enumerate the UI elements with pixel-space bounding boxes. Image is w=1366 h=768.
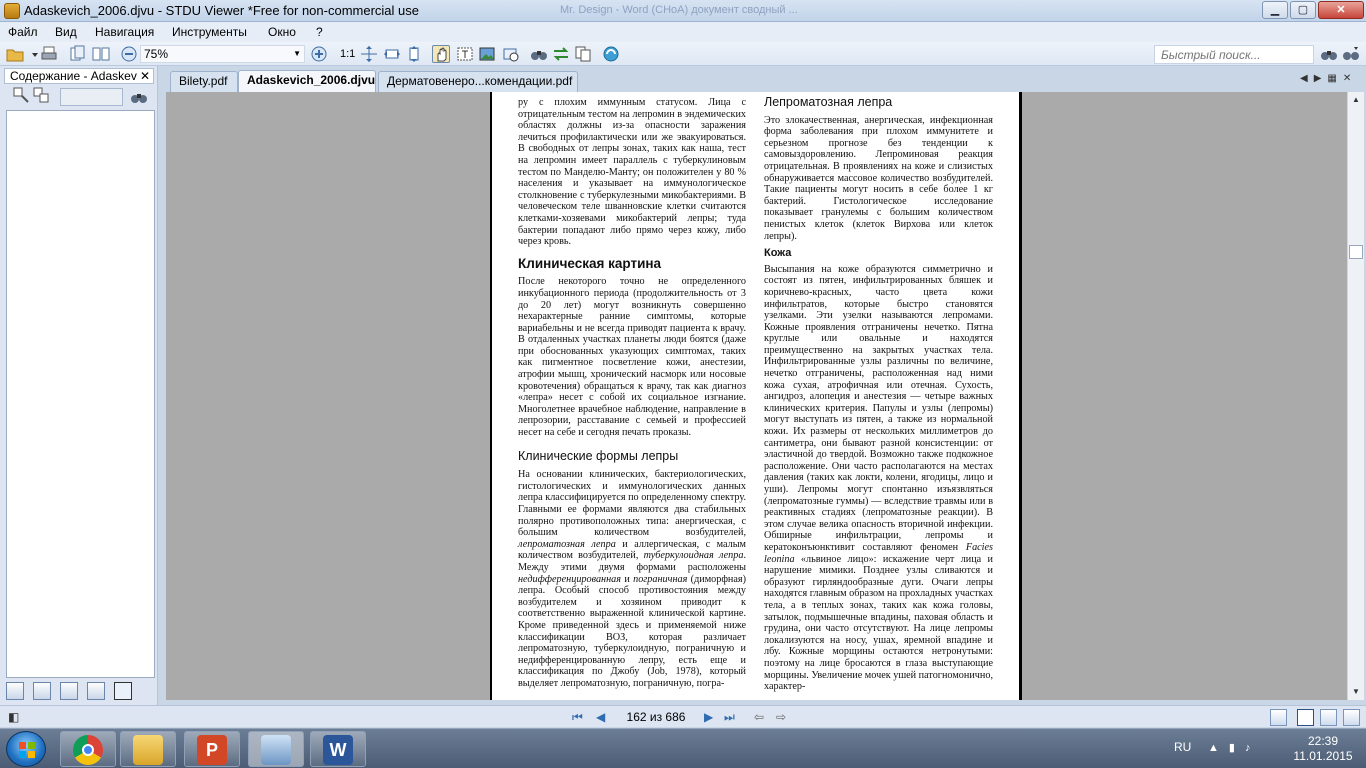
fit-height-icon[interactable] [405, 45, 423, 63]
last-page-icon[interactable]: ⏭ [724, 710, 735, 724]
tab-list-icon[interactable]: ▦ [1327, 73, 1343, 84]
scroll-up-icon[interactable]: ▲ [1352, 95, 1360, 104]
hand-tool-icon[interactable] [432, 45, 450, 63]
clock-time: 22:39 [1307, 734, 1339, 748]
system-tray [1170, 729, 1366, 768]
taskbar-chrome[interactable] [60, 731, 116, 767]
folder-icon [133, 735, 163, 765]
contents-search-icon[interactable] [130, 88, 148, 106]
page-view-icon[interactable] [68, 45, 86, 63]
zoom-out-icon[interactable] [120, 45, 138, 63]
find-icon[interactable] [530, 45, 548, 63]
close-button[interactable]: ✕ [1318, 1, 1364, 19]
toolbar [0, 42, 1366, 66]
window-title: Adaskevich_2006.djvu - STDU Viewer *Free for non-commercial use [24, 3, 419, 18]
menu-help[interactable]: ? [316, 25, 323, 39]
document-viewer[interactable] [166, 92, 1347, 700]
stdu-viewer-icon [261, 735, 291, 765]
annotations-panel-icon[interactable] [114, 682, 132, 700]
windows-logo-icon [19, 742, 35, 758]
collapse-tree-icon[interactable] [32, 86, 50, 104]
word-icon: W [323, 735, 353, 765]
chevron-down-icon: ▼ [293, 49, 301, 58]
contents-panel-icon[interactable] [60, 682, 78, 700]
section-heading: Клиническая картина [518, 255, 662, 271]
expand-tree-icon[interactable] [12, 86, 30, 104]
menu-navigation[interactable]: Навигация [95, 25, 155, 39]
search-options-icon[interactable] [1342, 45, 1360, 63]
search-binoculars-icon[interactable] [1320, 45, 1338, 63]
paragraph: ру с плохим иммунным статусом. Лица с отрицательным тестом на лепромин в эндемических областях должны из-за опасности заражения лечиться профилактически или же эвакуироваться. В свободных от лепры зонах, таких как наша, тест на лепромин имеет параллель с туберкулиновым тестом по Манделю-Манту; он положителен у 80 % населения и указывает на иммунологическое столкновение с туберкулезными микобактериями. В человеческом теле шванновские клетки считаются клетками-хозяевами микобактерий лепры; туда бактерии попадают либо прямо через кожу, либо через кровь. [518, 97, 746, 248]
maximize-button[interactable]: ▢ [1290, 1, 1316, 19]
back-icon[interactable]: ⇦ [754, 710, 765, 724]
prev-page-icon[interactable]: ◀ [596, 710, 606, 724]
thumbnails-panel-icon[interactable] [6, 682, 24, 700]
paragraph: После некоторого точно не определенного инкубационного периода (продолжительность от 3 до 20 лет) могут возникнуть совершенно нехарактерные ранние симптомы, которые вариабельны и не всегда приводят пациента к врачу. В отдаленных участках планеты люди боятся (даже при обоснованных указующих симптомах, таких как пигментное посветление кожи, анестезии, атрофии мышц, хронический насморк или носовые кровотечения) обращаться к врачу, так как диагноз «лепра» несет с собой их социальное изгнание. Многолетнее врачебное наблюдение, направление в лепрозории, расставание с семьей и профессией несет на себе и сегодня печать проказы. [518, 276, 746, 439]
volume-icon[interactable]: ♪ [1244, 742, 1261, 754]
title-bar [0, 0, 1366, 22]
panel-toggle-icon[interactable]: ◧ [8, 710, 20, 724]
search-panel-icon[interactable] [33, 682, 51, 700]
menu-file[interactable]: Файл [8, 25, 38, 39]
document-page [490, 92, 1022, 700]
app-icon[interactable] [4, 3, 20, 19]
background-window-title: Mr. Design - Word (CHoA) документ сводный ... [560, 4, 798, 16]
sidebar [0, 66, 158, 706]
tab-next-icon[interactable]: ▶ [1313, 73, 1328, 84]
scrollbar-thumb[interactable] [1349, 245, 1363, 259]
quick-search-input[interactable] [1154, 45, 1314, 64]
menu-view[interactable]: Вид [55, 25, 77, 39]
tab-navigation [1300, 73, 1357, 84]
menu-window[interactable]: Окно [268, 25, 296, 39]
single-page-view-icon[interactable] [1297, 709, 1314, 726]
open-dropdown-icon[interactable] [26, 45, 36, 63]
document-tabs [166, 68, 1366, 92]
paragraph: Это злокачественная, анергическая, инфекционная форма заболевания при плохом иммунитете и серьезном прогнозе без тенденции к самовыздоровлению. Лепроминовая реакция отрицательная. В проявлениях на коже и слизистых обнаруживается массовое количество возбудителей. Такие пациенты могут носить в себе более 1 кг бактерий. Гистологическое исследование показывает гранулемы с большим количеством пенистых клеток (клеток Вирхова или клеток лепры). [764, 114, 993, 242]
forward-icon[interactable]: ⇨ [776, 710, 787, 724]
bookmarks-panel-icon[interactable] [87, 682, 105, 700]
continuous-view-icon[interactable] [1320, 709, 1337, 726]
taskbar [0, 728, 1366, 768]
tab-prev-icon[interactable]: ◀ [1300, 73, 1314, 84]
print-icon[interactable] [40, 45, 58, 63]
zoom-value: 75% [144, 47, 169, 61]
tray-icons [1208, 741, 1260, 754]
sidebar-tab-contents[interactable] [4, 68, 154, 84]
paragraph: На основании клинических, бактериологических, гистологических и иммунологических данных лепра классифицируется по определенному спектру. Главными ее формами являются два стабильных полярно противоположных типа: анергическая, с большим количеством возбудителей, лепроматозная лепра и аллергическая, с малым количеством возбудителей, туберкулоидная лепра. Между этими двумя формами расположены недифференцированная и пограничная (диморфная) лепра. Особый способ противостояния между возбудителем и хозяином приводит к соответственно выраженной клинической картине. Кроме приведенной здесь и применяемой ниже классификации ВОЗ, которая различает лепроматозную, туберкулоидную, пограничную и недифференцированную лепру, есть еще и классификация по Джобу (Job, 1978), который выделяет лепроматозную, пограничную, погра- [518, 469, 746, 689]
chrome-icon [73, 735, 103, 765]
copy-icon[interactable] [574, 45, 592, 63]
two-page-icon[interactable] [92, 45, 110, 63]
fit-width-icon[interactable] [383, 45, 401, 63]
taskbar-powerpoint[interactable] [184, 731, 240, 767]
tab-bilety[interactable]: Bilety.pdf [170, 71, 238, 92]
subsection-heading: Кожа [764, 247, 792, 260]
next-page-icon[interactable]: ▶ [704, 710, 714, 724]
status-bar [0, 705, 1366, 727]
page-number-field[interactable]: 162 из 686 [614, 709, 698, 727]
swap-icon[interactable] [552, 45, 570, 63]
section-heading: Клинические формы лепры [518, 448, 679, 463]
clock[interactable] [1288, 734, 1358, 764]
menu-tools[interactable]: Инструменты [172, 25, 247, 39]
tab-close-icon[interactable]: ✕ [1342, 73, 1358, 84]
zoom-select[interactable] [140, 45, 305, 63]
taskbar-word[interactable] [310, 731, 366, 767]
taskbar-explorer[interactable] [120, 731, 176, 767]
actual-size-button[interactable]: 1:1 [340, 48, 356, 60]
start-button[interactable] [6, 731, 46, 767]
page-left-column [518, 97, 746, 690]
open-folder-icon[interactable] [6, 45, 24, 63]
contents-tree[interactable] [6, 110, 155, 678]
minimize-button[interactable]: ▁ [1262, 1, 1288, 19]
refresh-icon[interactable] [602, 45, 620, 63]
sidebar-panel-switcher [6, 682, 154, 704]
facing-view-icon[interactable] [1343, 709, 1360, 726]
sidebar-tab-label: Содержание - Adaskev [10, 69, 137, 83]
section-heading: Лепроматозная лепра [764, 95, 893, 109]
clock-date: 11.01.2015 [1293, 749, 1353, 763]
tab-adaskevich[interactable]: Adaskevich_2006.djvu [238, 70, 376, 92]
contents-filter-input[interactable] [60, 88, 123, 106]
select-text-icon[interactable] [456, 45, 474, 63]
page-right-column [764, 97, 993, 693]
show-hidden-icon[interactable]: ▲ [1208, 742, 1229, 754]
snapshot-icon[interactable] [502, 45, 520, 63]
tab-dermatovenero[interactable]: Дерматовенеро...комендации.pdf [378, 71, 578, 92]
powerpoint-icon: P [197, 735, 227, 765]
scroll-down-icon[interactable]: ▼ [1352, 687, 1360, 696]
paragraph: Высыпания на коже образуются симметрично и состоят из пятен, инфильтрированных бляшек и коричнево-красных, часто цвета кожи инфильтратов, которые быстро становятся узелками. Эти узелки называются лепромами. Кожные проявления отграничены нечетко. Пятна круглые или овальные и находятся преимущественно на закрытых участках тела. Инфильтрированные узлы различны по величине, нечетко отграничены, расположенная над ними кожа сухая, атрофичная или отечная. Сухость, ангидроз, алопеция и анестезия — четыре важных клинических критерия. Папулы и узлы (лепромы) могут выступать из пятен, а также из нормальной кожи. Их размеры от нескольких миллиметров до сантиметра, они бывают разной консистенции: от эластичной до твердой. Возможно также подкожное расположение. Они часто располагаются на местах давления (таких как локти, колени, ягодицы, лицо и уши). Лепромы могут спонтанно изъязвляться (лепроматозные гуммы) — вследствие травмы или в реактивных стадиях (лепроматозные реакции). В этом случае велика опасность вторичной инфекции. Обширные инфильтрации, лепромы и кератоконъюнктивит составляют феномен Facies leonina «львиное лицо»: искажение черт лица и нарушение мимики. Позднее узлы сливаются и образуют гирляндообразные дуги. Очаги лепры находятся главным образом на прохладных участках тела, а в теплых зонах, таких как кожа головы, затылок, подмышечные впадины, паховая область и грудина, они часто отсутствуют. На лице лепромы локализуются на носу, ушах, яремной впадине и лбу. Кожные морщины остаются нетронутыми: поэтому на лице бросаются в глаза выступающие морщины. Увеличение мочек ушей патогномонично, характер- [764, 263, 993, 693]
taskbar-stdu-viewer[interactable] [248, 731, 304, 767]
network-icon[interactable]: ▮ [1228, 742, 1245, 754]
fit-page-icon[interactable] [360, 45, 378, 63]
zoom-in-icon[interactable] [310, 45, 328, 63]
close-icon[interactable]: ✕ [139, 69, 150, 83]
first-page-icon[interactable]: ⏮ [572, 710, 583, 724]
select-image-icon[interactable] [478, 45, 496, 63]
menu-bar [0, 22, 1366, 42]
language-indicator[interactable]: RU [1174, 740, 1192, 754]
fullscreen-view-icon[interactable] [1270, 709, 1287, 726]
vertical-scrollbar[interactable] [1347, 92, 1364, 700]
